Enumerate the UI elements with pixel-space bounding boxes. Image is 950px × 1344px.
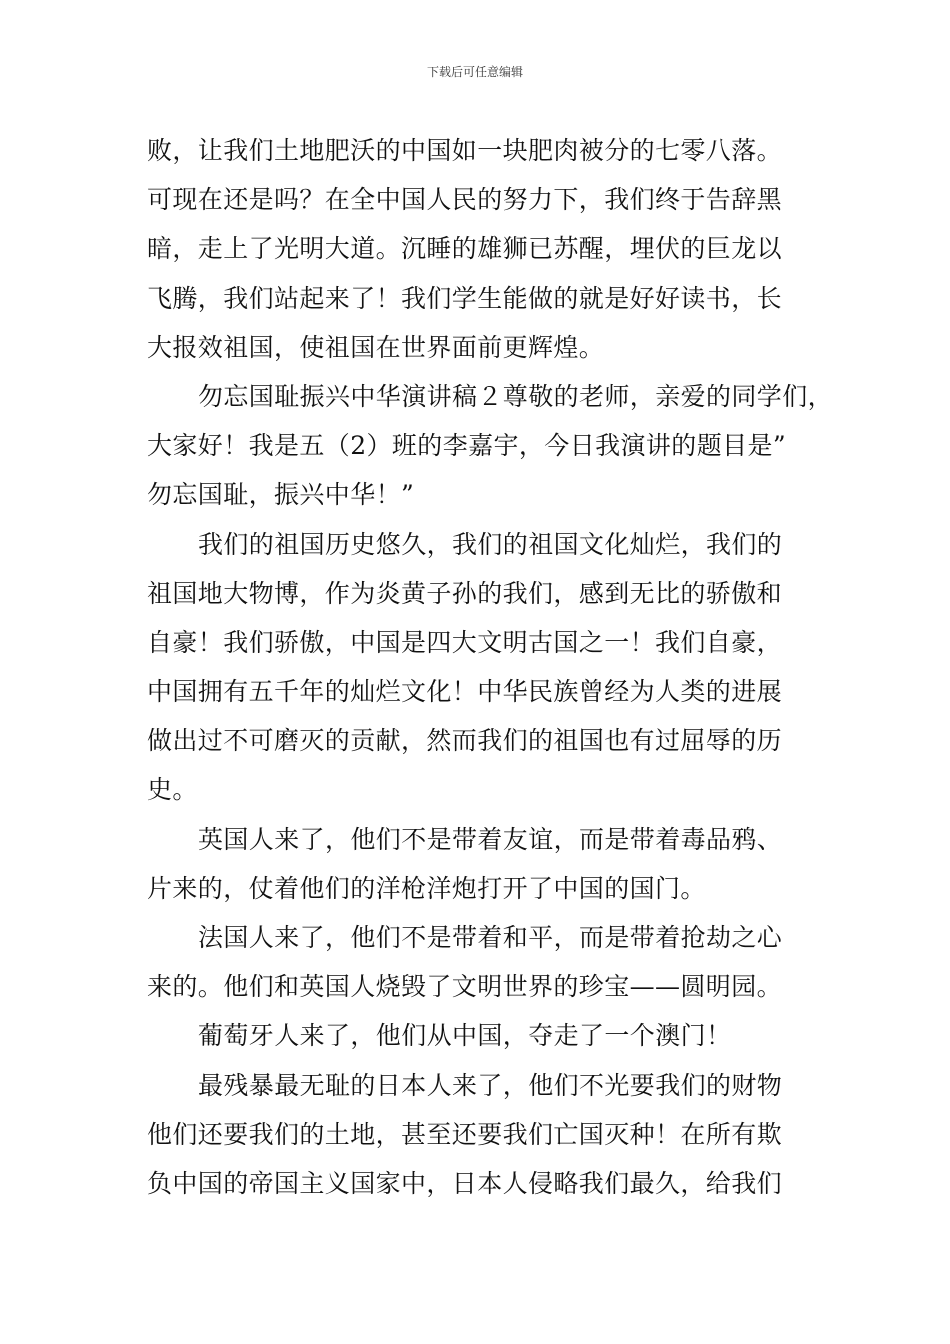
text-line: 败，让我们土地肥沃的中国如一块肥肉被分的七零八落。	[147, 136, 783, 165]
paragraph-start-line: 英国人来了，他们不是带着友谊，而是带着毒品鸦、	[198, 824, 783, 854]
text-line: 祖国地大物博，作为炎黄子孙的我们，感到无比的骄傲和	[147, 578, 783, 608]
text-line: 他们还要我们的土地，甚至还要我们亡国灭种！在所有欺	[147, 1119, 783, 1149]
text-line: 大报效祖国，使祖国在世界面前更辉煌。	[147, 332, 605, 362]
page-header: 下载后可任意编辑	[426, 65, 523, 79]
text-line: 大家好！我是五（2）班的李嘉宇，今日我演讲的题目是”	[147, 431, 787, 461]
text-line: 自豪！我们骄傲，中国是四大文明古国之一！我们自豪，	[147, 627, 783, 657]
text-line: 可现在还是吗？在全中国人民的努力下，我们终于告辞黑	[147, 185, 783, 215]
text-line: 暗，走上了光明大道。沉睡的雄狮已苏醒，埋伏的巨龙以	[147, 234, 783, 264]
text-line: 负中国的帝国主义国家中，日本人侵略我们最久，给我们	[147, 1168, 783, 1198]
text-line: 来的。他们和英国人烧毁了文明世界的珍宝——圆明园。	[147, 972, 783, 1002]
paragraph-start-line: 勿忘国耻振兴中华演讲稿２尊敬的老师，亲爱的同学们，	[198, 381, 834, 411]
paragraph-start-line: 葡萄牙人来了，他们从中国，夺走了一个澳门！	[198, 1021, 732, 1051]
paragraph-start-line: 法国人来了，他们不是带着和平，而是带着抢劫之心	[198, 923, 783, 952]
text-line: 片来的，仗着他们的洋枪洋炮打开了中国的国门。	[147, 873, 706, 903]
text-line: 史。	[147, 775, 198, 805]
paragraph-start-line: 我们的祖国历史悠久，我们的祖国文化灿烂，我们的	[198, 529, 783, 559]
text-line: 勿忘国耻，振兴中华！”	[147, 480, 415, 510]
text-line: 中国拥有五千年的灿烂文化！中华民族曾经为人类的进展	[147, 677, 783, 707]
document-body	[147, 126, 834, 1208]
text-line: 做出过不可磨灭的贡献，然而我们的祖国也有过屈辱的历	[147, 726, 783, 756]
text-line: 飞腾，我们站起来了！我们学生能做的就是好好读书，长	[147, 283, 783, 313]
paragraph-start-line: 最残暴最无耻的日本人来了，他们不光要我们的财物	[198, 1070, 783, 1100]
